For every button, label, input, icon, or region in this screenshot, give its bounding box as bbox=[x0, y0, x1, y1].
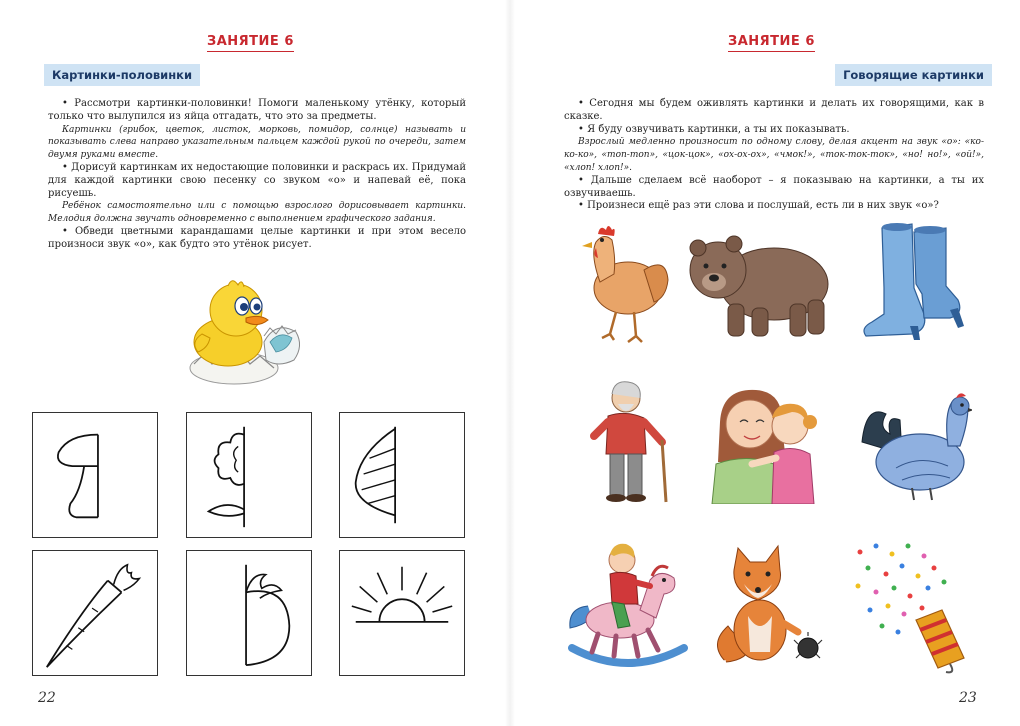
lesson-title: ЗАНЯТИЕ 6 bbox=[728, 34, 815, 52]
instruction-paragraph: • Произнеси ещё раз эти слова и послушай, есть ли в них звук «о»? bbox=[578, 200, 939, 212]
party-popper-illustration bbox=[846, 540, 974, 674]
half-flower-frame bbox=[186, 412, 312, 538]
page-number: 22 bbox=[38, 690, 56, 706]
topic-heading: Картинки-половинки bbox=[44, 64, 200, 86]
instruction-paragraph: • Дальше сделаем всё наоборот – я показываю на картинки, а ты их озвучиваешь. bbox=[564, 174, 984, 199]
boots-illustration bbox=[854, 218, 972, 344]
old-man-illustration bbox=[574, 376, 674, 506]
instructions-text bbox=[564, 98, 984, 213]
half-tomato-frame bbox=[186, 550, 312, 676]
rocking-horse-illustration bbox=[564, 538, 690, 672]
half-carrot-frame bbox=[32, 550, 158, 676]
page-number: 23 bbox=[959, 690, 977, 706]
fox-illustration bbox=[708, 540, 828, 670]
bear-illustration bbox=[682, 218, 832, 344]
adult-note: Картинки (грибок, цветок, листок, морковь, помидор, солнце) называть и показывать слева направо указательным пальцем каждой рукой по очереди, затем двумя руками вместе. bbox=[48, 124, 466, 161]
half-mushroom-frame bbox=[32, 412, 158, 538]
instruction-paragraph: • Рассмотри картинки-половинки! Помоги маленькому утёнку, который только что вылупился из яйца отгадать, что это за предметы. bbox=[48, 98, 466, 122]
adult-note: Взрослый медленно произносит по одному слову, делая акцент на звук «о»: «ко-ко-ко», «топ-топ», «цок-цок», «ох-ох-ох», «чмок!», «ток-ток-ток», «но! но!», «ой!», «хлоп! хлоп!». bbox=[564, 137, 984, 173]
grouse-illustration bbox=[856, 384, 972, 502]
lesson-title: ЗАНЯТИЕ 6 bbox=[207, 34, 294, 52]
right-page bbox=[510, 0, 1020, 726]
half-sun-frame bbox=[339, 550, 465, 676]
instructions-text bbox=[48, 98, 466, 252]
instruction-paragraph: • Обведи цветными карандашами целые картинки и при этом весело произноси звук «о», как будто это утёнок рисует. bbox=[48, 225, 466, 250]
instruction-paragraph: • Дорисуй картинкам их недостающие половинки и раскрась их. Придумай для каждой картинки свою песенку со звуком «о» и напевай её, пока рисуешь. bbox=[48, 161, 466, 199]
topic-heading: Говорящие картинки bbox=[835, 64, 992, 86]
half-leaf-frame bbox=[339, 412, 465, 538]
duckling-illustration bbox=[184, 272, 308, 390]
instruction-paragraph: • Я буду озвучивать картинки, а ты их показывать. bbox=[578, 123, 850, 135]
instruction-paragraph: • Сегодня мы будем оживлять картинки и делать их говорящими, как в сказке. bbox=[564, 98, 984, 122]
hen-illustration bbox=[574, 218, 674, 344]
mother-and-child-illustration bbox=[706, 382, 826, 504]
adult-note: Ребёнок самостоятельно или с помощью взрослого дорисовывает картинки. Мелодия должна звучать одновременно с выполнением графического задания. bbox=[48, 201, 466, 225]
